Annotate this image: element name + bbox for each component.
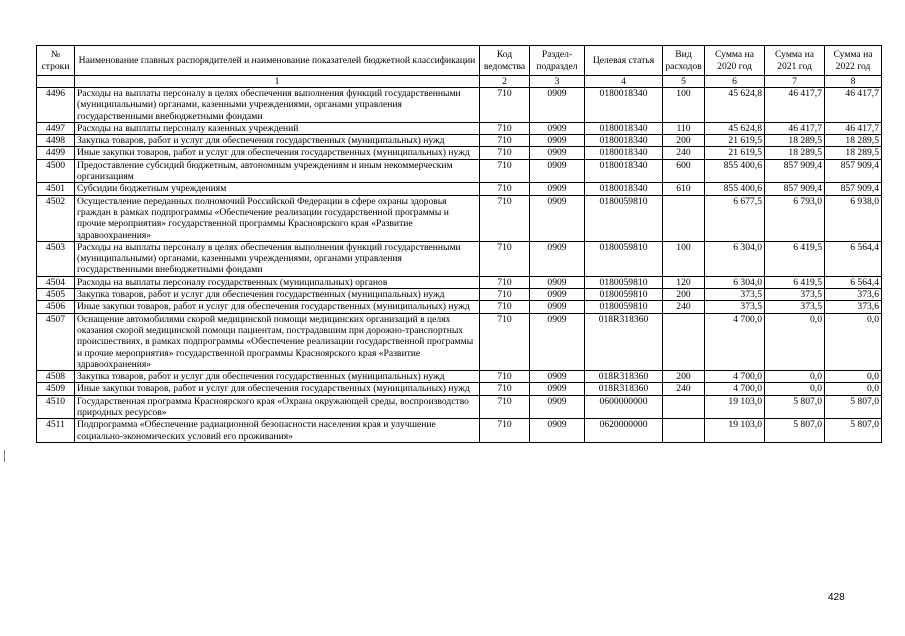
row-number: 4497 — [37, 122, 75, 134]
page-number: 428 — [828, 592, 845, 603]
amount-2020: 855 400,6 — [705, 183, 765, 195]
header-amount-2021: Сумма на 2021 год — [765, 46, 825, 76]
amount-2021: 6 419,5 — [765, 241, 825, 276]
target-article: 018R318360 — [585, 371, 663, 383]
department-code: 710 — [480, 135, 530, 147]
amount-2020: 19 103,0 — [705, 419, 765, 443]
expense-type: 240 — [663, 383, 705, 395]
amount-2020: 4 700,0 — [705, 313, 765, 370]
target-article: 0180059810 — [585, 301, 663, 313]
section-code: 0909 — [530, 276, 585, 288]
indicator-name: Государственная программа Красноярского края «Охрана окружающей среды, воспроизводство природных ресурсов» — [75, 395, 480, 419]
indicator-name: Предоставление субсидий бюджетным, автономным учреждениям и иным некоммерческим организациям — [75, 159, 480, 183]
amount-2020: 6 304,0 — [705, 241, 765, 276]
department-code: 710 — [480, 301, 530, 313]
amount-2020: 45 624,8 — [705, 122, 765, 134]
section-code: 0909 — [530, 159, 585, 183]
amount-2020: 45 624,8 — [705, 88, 765, 123]
amount-2022: 0,0 — [825, 383, 882, 395]
department-code: 710 — [480, 419, 530, 443]
amount-2022: 6 938,0 — [825, 195, 882, 241]
amount-2022: 857 909,4 — [825, 159, 882, 183]
indicator-name: Закупка товаров, работ и услуг для обеспечения государственных (муниципальных) нужд — [75, 371, 480, 383]
row-number: 4499 — [37, 147, 75, 159]
column-index-cell: 8 — [825, 76, 882, 88]
amount-2021: 5 807,0 — [765, 395, 825, 419]
column-index-cell: 5 — [663, 76, 705, 88]
indicator-name: Иные закупки товаров, работ и услуг для обеспечения государственных (муниципальных) нужд — [75, 301, 480, 313]
department-code: 710 — [480, 276, 530, 288]
amount-2021: 857 909,4 — [765, 159, 825, 183]
expense-type: 100 — [663, 88, 705, 123]
expense-type — [663, 195, 705, 241]
amount-2021: 0,0 — [765, 383, 825, 395]
table-row — [37, 183, 882, 195]
amount-2020: 373,5 — [705, 289, 765, 301]
department-code: 710 — [480, 122, 530, 134]
expense-type: 610 — [663, 183, 705, 195]
target-article: 0180059810 — [585, 195, 663, 241]
table-header-row — [37, 46, 882, 76]
column-index-cell: 1 — [75, 76, 480, 88]
header-target-article: Целевая статья — [585, 46, 663, 76]
header-amount-2022: Сумма на 2022 год — [825, 46, 882, 76]
table-row — [37, 371, 882, 383]
target-article: 018R318360 — [585, 313, 663, 370]
amount-2021: 373,5 — [765, 301, 825, 313]
amount-2022: 0,0 — [825, 313, 882, 370]
amount-2022: 857 909,4 — [825, 183, 882, 195]
section-code: 0909 — [530, 395, 585, 419]
row-number: 4508 — [37, 371, 75, 383]
amount-2021: 18 289,5 — [765, 135, 825, 147]
department-code: 710 — [480, 241, 530, 276]
amount-2022: 5 807,0 — [825, 419, 882, 443]
table-row — [37, 122, 882, 134]
section-code: 0909 — [530, 419, 585, 443]
row-number: 4500 — [37, 159, 75, 183]
indicator-name: Подпрограмма «Обеспечение радиационной безопасности населения края и улучшение социально-экономических условий его проживания» — [75, 419, 480, 443]
amount-2022: 18 289,5 — [825, 135, 882, 147]
header-section: Раздел-подраздел — [530, 46, 585, 76]
department-code: 710 — [480, 147, 530, 159]
column-index-cell: 7 — [765, 76, 825, 88]
amount-2021: 46 417,7 — [765, 122, 825, 134]
target-article: 018R318360 — [585, 383, 663, 395]
expense-type: 600 — [663, 159, 705, 183]
column-index-cell: 3 — [530, 76, 585, 88]
amount-2022: 373,6 — [825, 289, 882, 301]
amount-2022: 373,6 — [825, 301, 882, 313]
row-number: 4507 — [37, 313, 75, 370]
target-article: 0620000000 — [585, 419, 663, 443]
amount-2021: 18 289,5 — [765, 147, 825, 159]
target-article: 0600000000 — [585, 395, 663, 419]
table-row — [37, 147, 882, 159]
target-article: 0180018340 — [585, 183, 663, 195]
section-code: 0909 — [530, 371, 585, 383]
section-code: 0909 — [530, 289, 585, 301]
amount-2021: 0,0 — [765, 313, 825, 370]
amount-2021: 5 807,0 — [765, 419, 825, 443]
section-code: 0909 — [530, 301, 585, 313]
section-code: 0909 — [530, 313, 585, 370]
target-article: 0180018340 — [585, 159, 663, 183]
expense-type: 120 — [663, 276, 705, 288]
header-expense-type: Вид расходов — [663, 46, 705, 76]
header-row-number: № строки — [37, 46, 75, 76]
column-index-cell: 6 — [705, 76, 765, 88]
row-number: 4511 — [37, 419, 75, 443]
amount-2020: 855 400,6 — [705, 159, 765, 183]
amount-2020: 4 700,0 — [705, 371, 765, 383]
amount-2022: 46 417,7 — [825, 122, 882, 134]
table-row — [37, 135, 882, 147]
department-code: 710 — [480, 195, 530, 241]
section-code: 0909 — [530, 88, 585, 123]
expense-type: 200 — [663, 135, 705, 147]
section-code: 0909 — [530, 122, 585, 134]
section-code: 0909 — [530, 147, 585, 159]
section-code: 0909 — [530, 135, 585, 147]
row-number: 4496 — [37, 88, 75, 123]
amount-2022: 0,0 — [825, 371, 882, 383]
amount-2020: 373,5 — [705, 301, 765, 313]
amount-2021: 46 417,7 — [765, 88, 825, 123]
indicator-name: Расходы на выплаты персоналу казенных учреждений — [75, 122, 480, 134]
indicator-name: Субсидии бюджетным учреждениям — [75, 183, 480, 195]
header-name: Наименование главных распорядителей и наименование показателей бюджетной классификации — [75, 46, 480, 76]
indicator-name: Расходы на выплаты персоналу в целях обеспечения выполнения функций государственными (муниципальными) органами, казенными учреждениями, органами управления государственными внебюджетными фондами — [75, 88, 480, 123]
expense-type: 110 — [663, 122, 705, 134]
section-code: 0909 — [530, 241, 585, 276]
expense-type: 200 — [663, 371, 705, 383]
amount-2020: 21 619,5 — [705, 147, 765, 159]
expense-type: 100 — [663, 241, 705, 276]
table-row — [37, 276, 882, 288]
target-article: 0180059810 — [585, 276, 663, 288]
department-code: 710 — [480, 383, 530, 395]
amount-2020: 6 677,5 — [705, 195, 765, 241]
section-code: 0909 — [530, 383, 585, 395]
row-number: 4504 — [37, 276, 75, 288]
column-index-cell: 2 — [480, 76, 530, 88]
row-number: 4510 — [37, 395, 75, 419]
row-number: 4498 — [37, 135, 75, 147]
table-row — [37, 195, 882, 241]
row-number: 4502 — [37, 195, 75, 241]
expense-type — [663, 419, 705, 443]
row-number: 4503 — [37, 241, 75, 276]
expense-type: 240 — [663, 301, 705, 313]
indicator-name: Иные закупки товаров, работ и услуг для обеспечения государственных (муниципальных) нужд — [75, 383, 480, 395]
expense-type: 240 — [663, 147, 705, 159]
expense-type — [663, 313, 705, 370]
table-row — [37, 159, 882, 183]
header-department-code: Код ведомства — [480, 46, 530, 76]
department-code: 710 — [480, 371, 530, 383]
amount-2022: 18 289,5 — [825, 147, 882, 159]
amount-2021: 857 909,4 — [765, 183, 825, 195]
amount-2020: 21 619,5 — [705, 135, 765, 147]
amount-2020: 6 304,0 — [705, 276, 765, 288]
section-code: 0909 — [530, 195, 585, 241]
amount-2022: 6 564,4 — [825, 276, 882, 288]
budget-table-page — [36, 45, 881, 443]
table-row — [37, 313, 882, 370]
section-code: 0909 — [530, 183, 585, 195]
table-row — [37, 395, 882, 419]
table-row — [37, 241, 882, 276]
target-article: 0180018340 — [585, 135, 663, 147]
amount-2021: 6 793,0 — [765, 195, 825, 241]
indicator-name: Иные закупки товаров, работ и услуг для обеспечения государственных (муниципальных) нужд — [75, 147, 480, 159]
department-code: 710 — [480, 289, 530, 301]
department-code: 710 — [480, 88, 530, 123]
table-row — [37, 301, 882, 313]
target-article: 0180018340 — [585, 147, 663, 159]
target-article: 0180059810 — [585, 241, 663, 276]
amount-2021: 6 419,5 — [765, 276, 825, 288]
indicator-name: Осуществление переданных полномочий Российской Федерации в сфере охраны здоровья граждан в рамках подпрограммы «Обеспечение реализации государственной программы и прочие мероприятия» государственной программы Красноярского края «Развитие здравоохранения» — [75, 195, 480, 241]
amount-2020: 4 700,0 — [705, 383, 765, 395]
table-row — [37, 383, 882, 395]
indicator-name: Оснащение автомобилями скорой медицинской помощи медицинских организаций в целях оказания скорой медицинской помощи пациентам, пострадавшим при дорожно-транспортных происшествиях, в рамках подпрограммы «Обеспечение реализации государственной программы и прочие мероприятия» государственной программы Красноярского края «Развитие здравоохранения» — [75, 313, 480, 370]
amount-2021: 0,0 — [765, 371, 825, 383]
column-index-cell — [37, 76, 75, 88]
amount-2022: 46 417,7 — [825, 88, 882, 123]
amount-2020: 19 103,0 — [705, 395, 765, 419]
department-code: 710 — [480, 313, 530, 370]
expense-type: 200 — [663, 289, 705, 301]
target-article: 0180018340 — [585, 88, 663, 123]
row-number: 4501 — [37, 183, 75, 195]
row-number: 4505 — [37, 289, 75, 301]
target-article: 0180018340 — [585, 122, 663, 134]
table-row — [37, 289, 882, 301]
table-row — [37, 419, 882, 443]
department-code: 710 — [480, 159, 530, 183]
row-number: 4509 — [37, 383, 75, 395]
indicator-name: Закупка товаров, работ и услуг для обеспечения государственных (муниципальных) нужд — [75, 289, 480, 301]
table-row — [37, 88, 882, 123]
indicator-name: Закупка товаров, работ и услуг для обеспечения государственных (муниципальных) нужд — [75, 135, 480, 147]
amount-2022: 6 564,4 — [825, 241, 882, 276]
indicator-name: Расходы на выплаты персоналу государственных (муниципальных) органов — [75, 276, 480, 288]
budget-table — [36, 45, 882, 443]
department-code: 710 — [480, 183, 530, 195]
indicator-name: Расходы на выплаты персоналу в целях обеспечения выполнения функций государственными (муниципальными) органами, казенными учреждениями, органами управления государственными внебюджетными фондами — [75, 241, 480, 276]
department-code: 710 — [480, 395, 530, 419]
target-article: 0180059810 — [585, 289, 663, 301]
row-number: 4506 — [37, 301, 75, 313]
scan-margin-mark — [4, 450, 5, 462]
expense-type — [663, 395, 705, 419]
column-index-row — [37, 76, 882, 88]
header-amount-2020: Сумма на 2020 год — [705, 46, 765, 76]
column-index-cell: 4 — [585, 76, 663, 88]
amount-2022: 5 807,0 — [825, 395, 882, 419]
amount-2021: 373,5 — [765, 289, 825, 301]
